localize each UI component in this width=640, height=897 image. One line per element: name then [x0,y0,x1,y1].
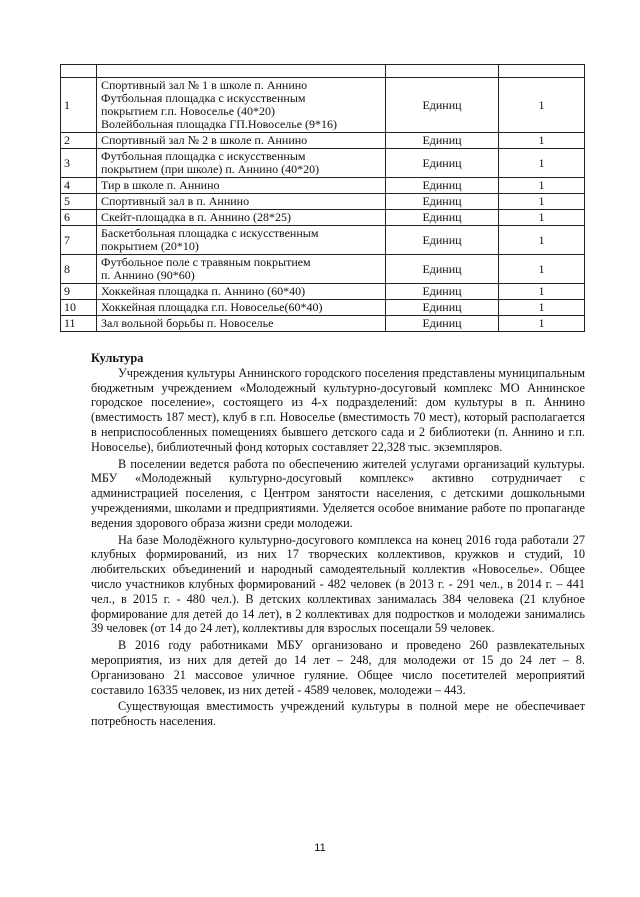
quantity-cell: 1 [499,133,585,149]
row-number: 1 [61,78,97,133]
facility-name [97,78,386,133]
table-row [61,226,585,255]
culture-section [91,351,585,731]
facility-name [97,255,386,284]
unit-cell: Единиц [386,226,499,255]
quantity-cell: 1 [499,300,585,316]
table-row [61,255,585,284]
unit-cell: Единиц [386,149,499,178]
facility-name [97,226,386,255]
quantity-cell: 1 [499,316,585,332]
facility-name-line: Спортивный зал № 1 в школе п. Аннино [101,78,308,92]
facility-name [97,284,386,300]
paragraph: В поселении ведется работа по обеспечению жителей услугами организаций культуры. МБУ «Молодежный культурно-досуговый комплекс» активно сотрудничает с администрацией поселения, с Центром занятости населения, с детскими дошкольными учреждениями, школами и предприятиями. Уделяется особое внимание работе по пропаганде ведения здорового образа жизни среди молодежи. [91,456,585,530]
page-number: 11 [314,842,326,854]
facility-name-line: Тир в школе п. Аннино [101,178,220,192]
table-row [61,210,585,226]
header-cell-unit [386,65,499,78]
row-number: 8 [61,255,97,284]
table-row [61,316,585,332]
quantity-cell: 1 [499,178,585,194]
facility-name-line: покрытием г.п. Новоселье (40*20) [101,104,276,118]
row-number: 2 [61,133,97,149]
paragraph: Учреждения культуры Аннинского городского поселения представлены муниципальным бюджетным учреждением «Молодежный культурно-досуговый комплекс МО Аннинское городское поселение», состоящего из 4-х подразделений: дом культуры в п. Аннино (вместимость 187 мест), клуб в г.п. Новоселье (вместимость 70 мест), который располагается в неприспособленных помещениях бывшего детского сада и 2 библиотеки (п. Аннино и г.п. Новоселье), библиотечный фонд которых составляет 22,328 тыс. экземпляров. [91,365,585,454]
unit-cell: Единиц [386,133,499,149]
facility-name-line: Футбольное поле с травяным покрытием [101,255,311,269]
section-heading: Культура [91,351,144,365]
row-number: 9 [61,284,97,300]
quantity-cell: 1 [499,194,585,210]
row-number: 7 [61,226,97,255]
table-row [61,133,585,149]
quantity-cell: 1 [499,210,585,226]
header-cell-qty [499,65,585,78]
table-row [61,300,585,316]
facility-name [97,210,386,226]
row-number: 3 [61,149,97,178]
unit-cell: Единиц [386,316,499,332]
facility-name-line: Спортивный зал № 2 в школе п. Аннино [101,133,308,147]
table-row [61,284,585,300]
facility-name-line: Хоккейная площадка г.п. Новоселье(60*40) [101,300,323,314]
table-header-row [61,65,585,78]
unit-cell: Единиц [386,300,499,316]
unit-cell: Единиц [386,194,499,210]
unit-cell: Единиц [386,178,499,194]
facility-name-line: Спортивный зал в п. Аннино [101,194,250,208]
facility-name-line: Скейт-площадка в п. Аннино (28*25) [101,210,292,224]
unit-cell: Единиц [386,210,499,226]
facility-name-line: Хоккейная площадка п. Аннино (60*40) [101,284,306,298]
facility-name [97,316,386,332]
facility-name-line: Футбольная площадка с искусственным [101,149,306,163]
facility-name [97,133,386,149]
facility-name [97,194,386,210]
quantity-cell: 1 [499,78,585,133]
table-row [61,149,585,178]
quantity-cell: 1 [499,284,585,300]
facility-name-line: покрытием (20*10) [101,239,199,253]
sports-facilities-table [60,64,585,332]
header-cell-num [61,65,97,78]
quantity-cell: 1 [499,226,585,255]
facility-name-line: Футбольная площадка с искусственным [101,91,306,105]
row-number: 11 [61,316,97,332]
facility-name [97,300,386,316]
table-row [61,178,585,194]
unit-cell: Единиц [386,284,499,300]
row-number: 6 [61,210,97,226]
facility-name [97,178,386,194]
facility-name-line: Баскетбольная площадка с искусственным [101,226,319,240]
row-number: 4 [61,178,97,194]
table-row [61,194,585,210]
unit-cell: Единиц [386,255,499,284]
paragraph: На базе Молодёжного культурно-досугового комплекса на конец 2016 года работали 27 клубных формирований, из них 17 творческих коллективов, кружков и студий, 10 любительских объединений и народный самодеятельный коллектив «Новоселье». Общее число участников клубных формирований - 482 человек (в 2013 г. - 291 чел., в 2014 г. – 441 чел., в 2015 г. - 480 чел.). В детских коллективах занималась 384 человека (21 клубное формирование для детей до 14 лет), в 2 коллективах для подростков и молодежи занимались 39 человек (от 14 до 24 лет), коллективы для взрослых посещали 59 человек. [91,532,585,636]
facility-name-line: п. Аннино (90*60) [101,268,195,282]
unit-cell: Единиц [386,78,499,133]
row-number: 5 [61,194,97,210]
facility-name-line: Зал вольной борьбы п. Новоселье [101,316,274,330]
facility-name-line: покрытием (при школе) п. Аннино (40*20) [101,162,320,176]
header-cell-name [97,65,386,78]
facility-name [97,149,386,178]
table-row [61,78,585,133]
paragraph: Существующая вместимость учреждений культуры в полной мере не обеспечивает потребность населения. [91,699,585,729]
quantity-cell: 1 [499,255,585,284]
quantity-cell: 1 [499,149,585,178]
paragraph: В 2016 году работниками МБУ организовано и проведено 260 развлекательных мероприятия, из них для детей до 14 лет – 248, для молодежи от 15 до 24 лет – 8. Организовано 21 массовое уличное гуляние. Общее число посетителей мероприятий составило 16335 человек, из них детей - 4589 человек, молодежи – 443. [91,638,585,697]
facility-name-line: Волейбольная площадка ГП.Новоселье (9*16) [101,117,338,131]
row-number: 10 [61,300,97,316]
